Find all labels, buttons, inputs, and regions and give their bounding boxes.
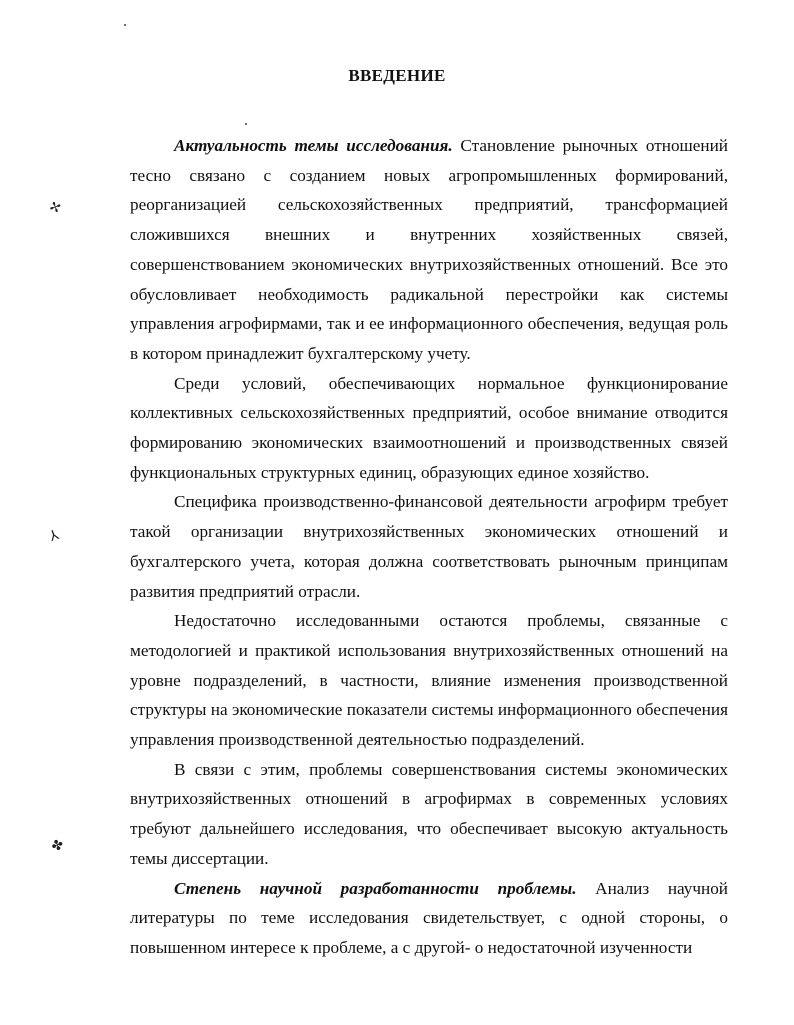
paragraph-text: В связи с этим, проблемы совершенствования системы экономических внутрихозяйственных отношений в агрофирмах в современных условиях требуют дальнейшего исследования, что обеспечивает высокую актуальность темы диссертации. [130,759,728,868]
paragraph-text: Становление рыночных отношений тесно связано с созданием новых агропромышленных формирований, реорганизацией сельскохозяйственных предприятий, трансформацией сложившихся внешних и внутренних хозяйственных связей, совершенствованием экономических внутрихозяйственных отношений. Все это обусловливает необходимость радикальной перестройки как системы управления агрофирмами, так и ее информационного обеспечения, ведущая роль в котором принадлежит бухгалтерскому учету. [130,136,728,363]
paragraph-conditions [130,369,728,488]
paragraph-degree [130,874,728,963]
page-title: ВВЕДЕНИЕ [348,66,446,85]
paragraph-relevance [130,131,728,369]
paragraph-lead: Степень научной разработанности проблемы. [174,878,577,898]
paragraph-lead: Актуальность темы исследования. [174,136,453,155]
paragraph-text: Специфика производственно-финансовой деятельности агрофирм требует такой организации внутрихозяйственных экономических отношений и бухгалтерского учета, которая должна соответствовать рыночным принципам развития предприятий отрасли. [130,492,728,601]
document-body [130,131,728,963]
paragraph-insufficient [130,606,728,755]
paragraph-text: Недостаточно исследованными остаются проблемы, связанные с методологией и практикой использования внутрихозяйственных отношений на уровне подразделений, в частности, влияние изменения производственной структуры на экономические показатели системы информационного обеспечения управления производственной деятельностью подразделений. [130,611,728,750]
paragraph-consequently [130,755,728,874]
paragraph-text: Среди условий, обеспечивающих нормальное функционирование коллективных сельскохозяйственных предприятий, особое внимание отводится формированию экономических взаимоотношений и производственных связей функциональных структурных единиц, образующих единое хозяйство. [130,373,728,482]
scan-mark-icon: ✤ [49,837,66,856]
paragraph-text: Анализ научной литературы по теме исследования свидетельствует, с одной стороны, о повышенном интересе к проблеме, а с другой- о недостаточной изученности [130,878,728,957]
scan-dot [124,24,126,26]
paragraph-specifics [130,487,728,606]
scan-dot [245,123,247,125]
scan-mark-icon: ✢ [47,199,64,218]
scan-mark-icon: ⅄ [47,527,61,546]
